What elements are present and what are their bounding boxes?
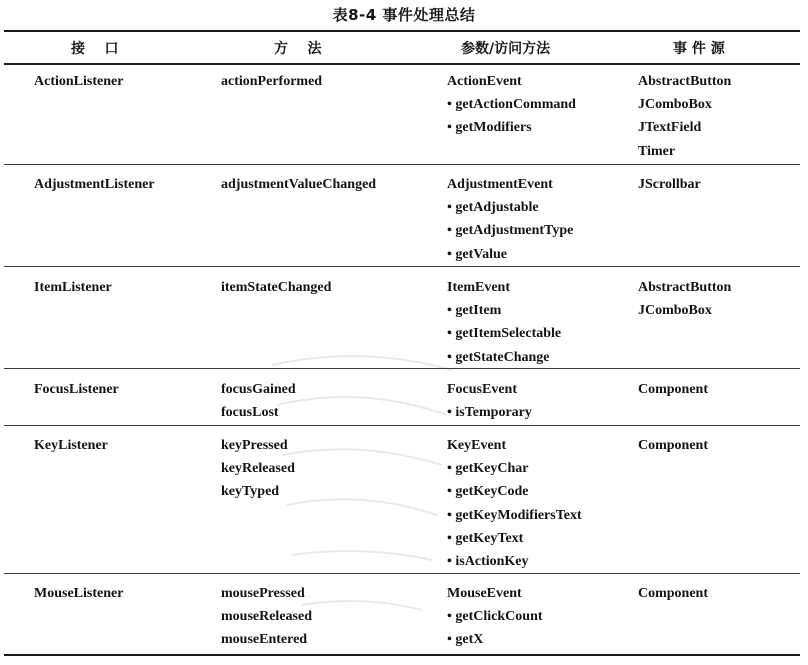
cell-methods	[221, 173, 376, 196]
method-name: mousePressed	[221, 586, 305, 601]
cell-params	[447, 582, 543, 652]
interface-name: FocusListener	[34, 382, 119, 397]
cell-methods	[221, 70, 322, 93]
cell-params	[447, 173, 573, 266]
cell-sources	[638, 70, 731, 163]
cell-interface	[34, 70, 123, 93]
method-name: focusLost	[221, 405, 279, 421]
accessor-method: • isActionKey	[447, 550, 582, 573]
row-separator	[4, 266, 800, 267]
table-title: 表8-4 事件处理总结	[332, 6, 476, 24]
event-source: AbstractButton	[638, 74, 732, 89]
row-separator	[4, 368, 800, 369]
event-class: AdjustmentEvent	[447, 177, 553, 192]
cell-methods	[221, 582, 312, 652]
accessor-method: • getModifiers	[447, 116, 576, 139]
event-class: FocusEvent	[447, 382, 517, 397]
event-source: Component	[638, 586, 709, 601]
cell-params	[447, 378, 532, 424]
cell-interface	[34, 434, 108, 457]
header-method: 方 法	[274, 41, 322, 57]
row-separator	[4, 425, 800, 426]
accessor-method: • getKeyCode	[447, 480, 582, 503]
accessor-method: • getItemSelectable	[447, 322, 561, 345]
accessor-method: • getX	[447, 628, 543, 651]
method-name: mouseReleased	[221, 609, 312, 625]
event-source: JComboBox	[638, 303, 712, 319]
interface-name: KeyListener	[34, 438, 108, 453]
cell-sources	[638, 173, 701, 196]
cell-interface	[34, 276, 112, 299]
header-bottom-rule	[4, 63, 800, 65]
cell-params	[447, 276, 561, 369]
event-class: ItemEvent	[447, 280, 510, 295]
cell-methods	[221, 434, 295, 504]
event-class: ActionEvent	[447, 74, 522, 89]
event-source: JTextField	[638, 120, 702, 136]
method-name: keyPressed	[221, 438, 288, 453]
cell-methods	[221, 378, 296, 424]
accessor-method: • getClickCount	[447, 605, 543, 628]
accessor-method: • getAdjustmentType	[447, 219, 573, 242]
event-class: MouseEvent	[447, 586, 522, 601]
event-source: JScrollbar	[638, 177, 701, 192]
event-source: Component	[638, 382, 709, 397]
method-name: actionPerformed	[221, 74, 323, 89]
accessor-method: • getActionCommand	[447, 93, 576, 116]
interface-name: AdjustmentListener	[34, 177, 155, 192]
method-name: keyTyped	[221, 484, 280, 500]
table-top-rule	[4, 30, 800, 32]
cell-interface	[34, 582, 123, 605]
method-name: keyReleased	[221, 461, 295, 477]
header-source: 事 件 源	[673, 41, 725, 57]
row-separator	[4, 164, 800, 165]
accessor-method: • getStateChange	[447, 346, 561, 369]
cell-sources	[638, 582, 708, 605]
accessor-method: • getKeyText	[447, 527, 582, 550]
cell-params	[447, 434, 582, 573]
interface-name: ItemListener	[34, 280, 112, 295]
cell-sources	[638, 378, 708, 401]
accessor-method: • getKeyChar	[447, 457, 582, 480]
method-name: mouseEntered	[221, 632, 308, 648]
table-bottom-rule	[4, 654, 800, 656]
cell-sources	[638, 434, 708, 457]
accessor-method: • getKeyModifiersText	[447, 504, 582, 527]
cell-interface	[34, 378, 119, 401]
header-params: 参数/访问方法	[461, 41, 551, 57]
accessor-method: • isTemporary	[447, 401, 532, 424]
accessor-method: • getValue	[447, 243, 573, 266]
cell-interface	[34, 173, 155, 196]
method-name: focusGained	[221, 382, 296, 397]
event-source: Component	[638, 438, 709, 453]
cell-methods	[221, 276, 331, 299]
row-separator	[4, 573, 800, 574]
interface-name: MouseListener	[34, 586, 124, 601]
cell-params	[447, 70, 576, 140]
header-interface: 接 口	[71, 41, 119, 57]
interface-name: ActionListener	[34, 74, 124, 89]
method-name: itemStateChanged	[221, 280, 332, 295]
event-source: AbstractButton	[638, 280, 732, 295]
event-source: Timer	[638, 143, 676, 159]
event-class: KeyEvent	[447, 438, 507, 453]
event-source: JComboBox	[638, 97, 712, 113]
accessor-method: • getItem	[447, 299, 561, 322]
cell-sources	[638, 276, 731, 322]
accessor-method: • getAdjustable	[447, 196, 573, 219]
method-name: adjustmentValueChanged	[221, 177, 377, 192]
